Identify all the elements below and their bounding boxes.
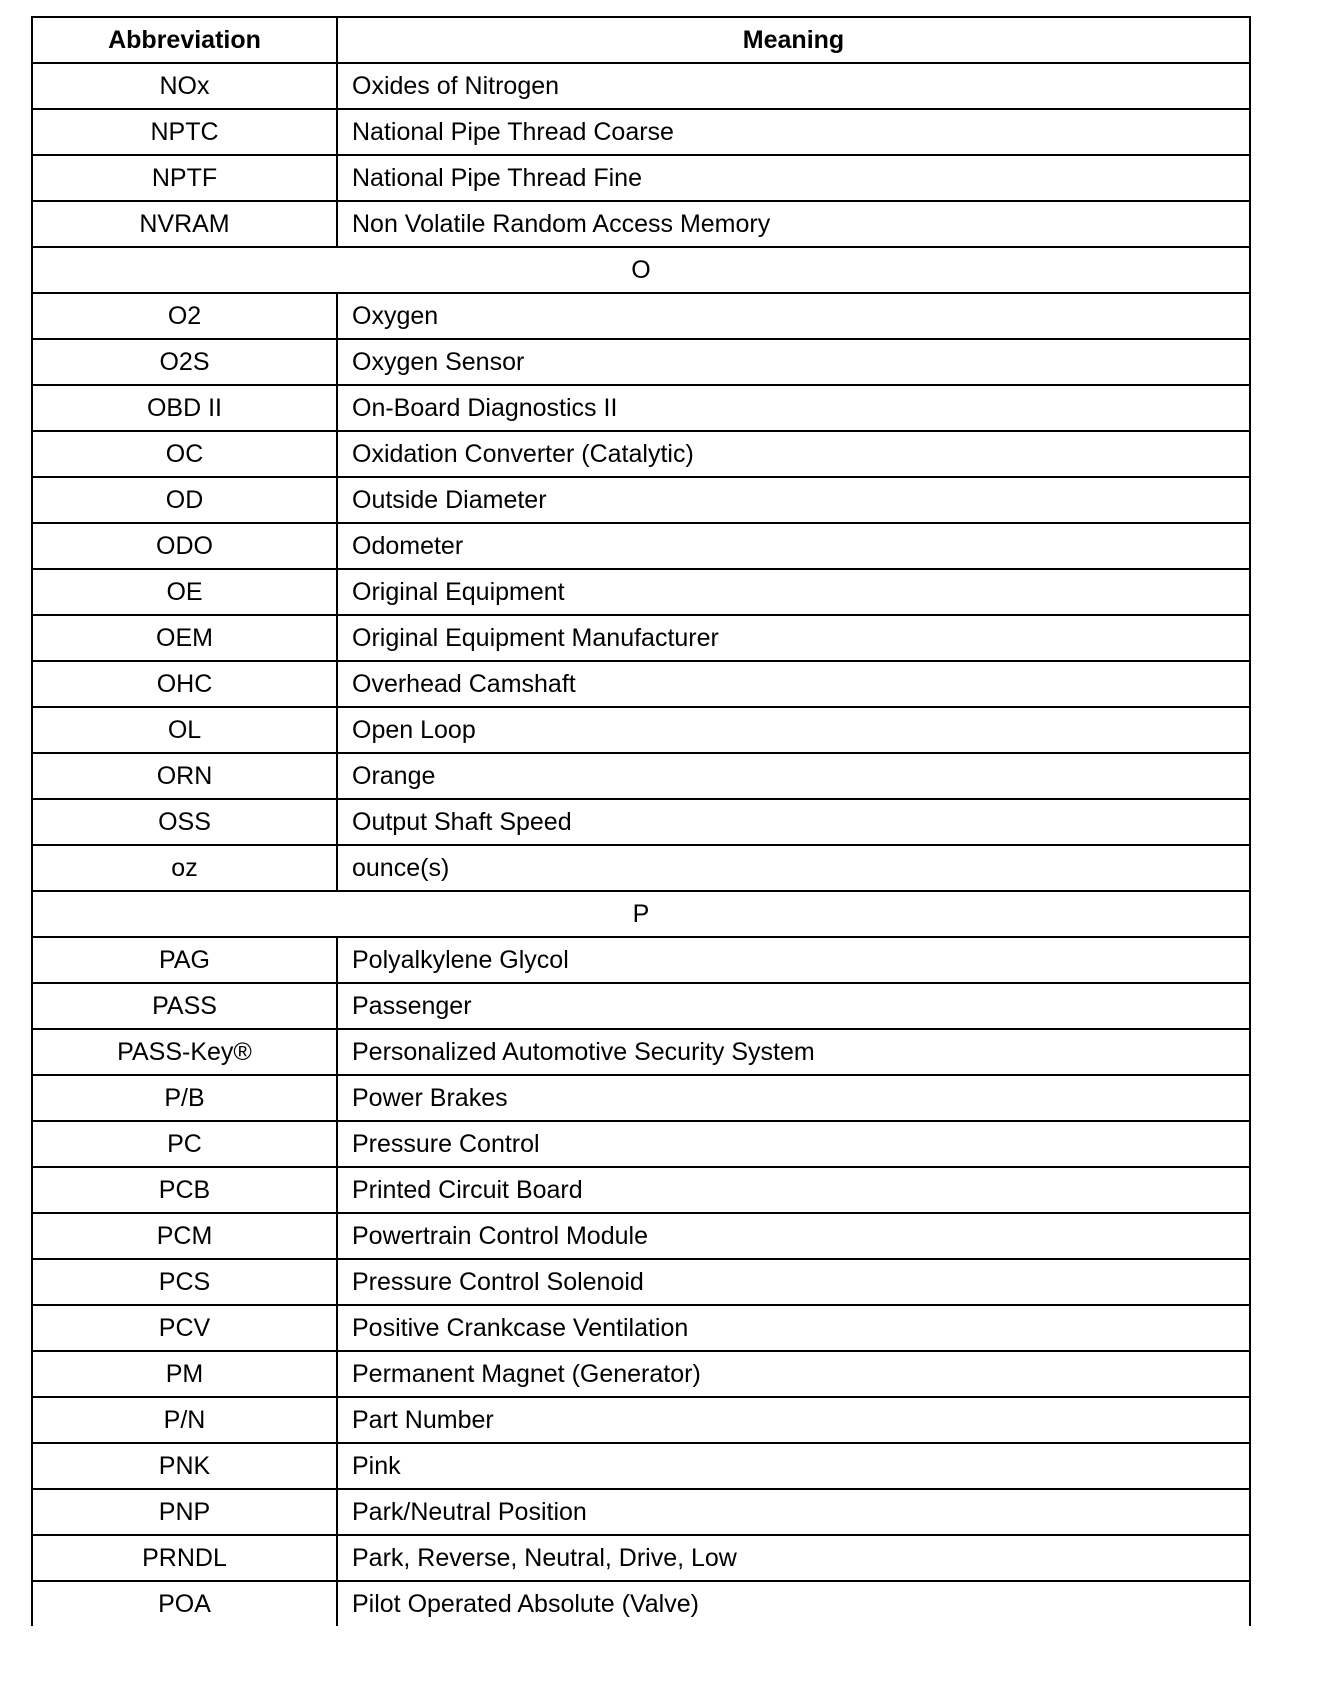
abbreviation-cell: PCM <box>32 1213 337 1259</box>
abbreviation-cell: PNP <box>32 1489 337 1535</box>
table-row <box>32 1075 1250 1121</box>
table-row <box>32 615 1250 661</box>
table-row <box>32 385 1250 431</box>
table-row <box>32 983 1250 1029</box>
meaning-cell: Power Brakes <box>337 1075 1250 1121</box>
header-abbreviation: Abbreviation <box>32 17 337 63</box>
table-row <box>32 1397 1250 1443</box>
abbreviation-cell: OEM <box>32 615 337 661</box>
abbreviation-cell: OC <box>32 431 337 477</box>
table-row <box>32 707 1250 753</box>
table-row <box>32 431 1250 477</box>
abbreviation-cell: OBD II <box>32 385 337 431</box>
header-row <box>32 17 1250 63</box>
abbreviation-cell: OHC <box>32 661 337 707</box>
abbreviation-cell: PASS-Key® <box>32 1029 337 1075</box>
table-row <box>32 339 1250 385</box>
meaning-cell: Permanent Magnet (Generator) <box>337 1351 1250 1397</box>
table-row <box>32 1581 1250 1626</box>
abbreviation-cell: oz <box>32 845 337 891</box>
abbreviation-cell: ORN <box>32 753 337 799</box>
meaning-cell: Polyalkylene Glycol <box>337 937 1250 983</box>
meaning-cell: ounce(s) <box>337 845 1250 891</box>
table-row <box>32 1121 1250 1167</box>
table-row <box>32 569 1250 615</box>
meaning-cell: Park/Neutral Position <box>337 1489 1250 1535</box>
table-row <box>32 1305 1250 1351</box>
abbreviation-cell: OE <box>32 569 337 615</box>
meaning-cell: Passenger <box>337 983 1250 1029</box>
abbreviation-cell: PASS <box>32 983 337 1029</box>
meaning-cell: Oxygen Sensor <box>337 339 1250 385</box>
meaning-cell: Original Equipment <box>337 569 1250 615</box>
meaning-cell: Positive Crankcase Ventilation <box>337 1305 1250 1351</box>
table-row <box>32 1029 1250 1075</box>
abbreviation-cell: OL <box>32 707 337 753</box>
abbreviation-cell: PAG <box>32 937 337 983</box>
section-row <box>32 247 1250 293</box>
abbreviation-table <box>31 16 1251 1626</box>
table-row <box>32 293 1250 339</box>
table-row <box>32 523 1250 569</box>
meaning-cell: Oxygen <box>337 293 1250 339</box>
abbreviation-cell: NOx <box>32 63 337 109</box>
table-row <box>32 155 1250 201</box>
table-row <box>32 1351 1250 1397</box>
header-meaning: Meaning <box>337 17 1250 63</box>
table-row <box>32 937 1250 983</box>
table-body <box>32 63 1250 1626</box>
meaning-cell: Odometer <box>337 523 1250 569</box>
abbreviation-cell: NPTC <box>32 109 337 155</box>
table-row <box>32 63 1250 109</box>
table-row <box>32 1489 1250 1535</box>
meaning-cell: Non Volatile Random Access Memory <box>337 201 1250 247</box>
meaning-cell: Printed Circuit Board <box>337 1167 1250 1213</box>
abbreviation-cell: NPTF <box>32 155 337 201</box>
abbreviation-cell: P/N <box>32 1397 337 1443</box>
table-row <box>32 1213 1250 1259</box>
table-row <box>32 1443 1250 1489</box>
abbreviation-cell: ODO <box>32 523 337 569</box>
table-row <box>32 753 1250 799</box>
meaning-cell: Orange <box>337 753 1250 799</box>
abbreviation-cell: PCS <box>32 1259 337 1305</box>
meaning-cell: Pilot Operated Absolute (Valve) <box>337 1581 1250 1626</box>
table-row <box>32 661 1250 707</box>
table-row <box>32 1535 1250 1581</box>
abbreviation-cell: PM <box>32 1351 337 1397</box>
table-row <box>32 845 1250 891</box>
meaning-cell: Original Equipment Manufacturer <box>337 615 1250 661</box>
table-row <box>32 1259 1250 1305</box>
table-row <box>32 477 1250 523</box>
meaning-cell: Oxidation Converter (Catalytic) <box>337 431 1250 477</box>
meaning-cell: Pressure Control <box>337 1121 1250 1167</box>
abbreviation-cell: O2 <box>32 293 337 339</box>
abbreviation-cell: O2S <box>32 339 337 385</box>
abbreviation-cell: PRNDL <box>32 1535 337 1581</box>
meaning-cell: Open Loop <box>337 707 1250 753</box>
abbreviation-cell: P/B <box>32 1075 337 1121</box>
abbreviation-cell: OD <box>32 477 337 523</box>
abbreviation-cell: NVRAM <box>32 201 337 247</box>
meaning-cell: On-Board Diagnostics II <box>337 385 1250 431</box>
section-letter: O <box>32 247 1250 293</box>
table-row <box>32 799 1250 845</box>
abbreviation-cell: PCV <box>32 1305 337 1351</box>
table-row <box>32 1167 1250 1213</box>
meaning-cell: National Pipe Thread Fine <box>337 155 1250 201</box>
abbreviation-cell: PC <box>32 1121 337 1167</box>
meaning-cell: Powertrain Control Module <box>337 1213 1250 1259</box>
table-row <box>32 109 1250 155</box>
meaning-cell: Park, Reverse, Neutral, Drive, Low <box>337 1535 1250 1581</box>
meaning-cell: Outside Diameter <box>337 477 1250 523</box>
meaning-cell: Oxides of Nitrogen <box>337 63 1250 109</box>
abbreviation-cell: OSS <box>32 799 337 845</box>
meaning-cell: Pink <box>337 1443 1250 1489</box>
table-row <box>32 201 1250 247</box>
meaning-cell: Overhead Camshaft <box>337 661 1250 707</box>
abbreviation-cell: PNK <box>32 1443 337 1489</box>
abbreviation-cell: POA <box>32 1581 337 1626</box>
meaning-cell: Pressure Control Solenoid <box>337 1259 1250 1305</box>
meaning-cell: Part Number <box>337 1397 1250 1443</box>
section-row <box>32 891 1250 937</box>
meaning-cell: National Pipe Thread Coarse <box>337 109 1250 155</box>
section-letter: P <box>32 891 1250 937</box>
meaning-cell: Personalized Automotive Security System <box>337 1029 1250 1075</box>
abbreviation-cell: PCB <box>32 1167 337 1213</box>
meaning-cell: Output Shaft Speed <box>337 799 1250 845</box>
